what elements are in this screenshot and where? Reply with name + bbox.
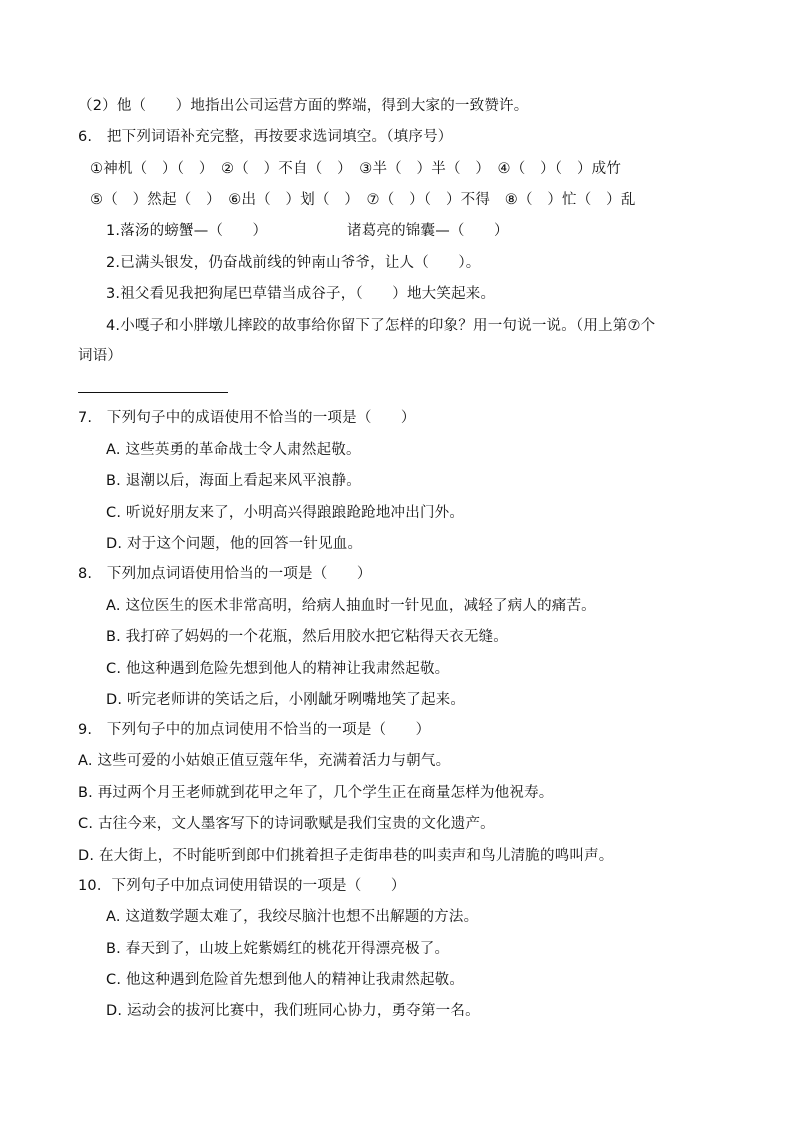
q7-option-a: A. 这些英勇的革命战士令人肃然起敬。: [106, 442, 361, 458]
q6-sub-2: 2.已满头银发，仍奋战前线的钟南山爷爷，让人（ ）。: [106, 255, 481, 271]
q6-sub-3: 3.祖父看见我把狗尾巴草错当成谷子，（ ）地大笑起来。: [106, 286, 496, 302]
q8-option-d: D. 听完老师讲的笑话之后，小刚龇牙咧嘴地笑了起来。: [106, 692, 466, 708]
q7-option-c: C. 听说好朋友来了，小明高兴得踉踉跄跄地冲出门外。: [106, 505, 465, 521]
q9-option-c: C. 古往今来，文人墨客写下的诗词歌赋是我们宝贵的文化遗产。: [78, 816, 495, 832]
q10-option-c: C. 他这种遇到危险首先想到他人的精神让我肃然起敬。: [106, 972, 465, 988]
q10-stem: 10．下列句子中加点词使用错误的一项是（ ）: [78, 878, 406, 894]
q6-sub-1b: 诸葛亮的锦囊—（ ）: [347, 223, 509, 239]
q6-sub-1a: 1.落汤的螃蟹—（ ）: [106, 223, 268, 239]
q9-stem: 9. 下列句子中的加点词使用不恰当的一项是（ ）: [78, 722, 431, 738]
q7-option-b: B. 退潮以后，海面上看起来风平浪静。: [106, 473, 361, 489]
answer-blank-line: [78, 392, 228, 393]
q7-stem: 7. 下列句子中的成语使用不恰当的一项是（ ）: [78, 410, 416, 426]
q6-sub-4-line-1: 4.小嘎子和小胖墩儿摔跤的故事给你留下了怎样的印象？用一句说一说。（用上第⑦个: [106, 318, 656, 334]
q9-option-d: D. 在大街上，不时能听到郎中们挑着担子走街串巷的叫卖声和鸟儿清脆的鸣叫声。: [78, 848, 614, 864]
q8-option-c: C. 他这种遇到危险先想到他人的精神让我肃然起敬。: [106, 661, 450, 677]
q8-stem: 8. 下列加点词语使用恰当的一项是（ ）: [78, 566, 372, 582]
q9-option-a: A. 这些可爱的小姑娘正值豆蔻年华，充满着活力与朝气。: [78, 753, 451, 769]
q6-words-row-1: ①神机（ ）（ ） ②（ ）不自（ ） ③半（ ）半（ ） ④（ ）（ ）成竹: [90, 161, 622, 177]
q8-option-a: A. 这位医生的医术非常高明，给病人抽血时一针见血，减轻了病人的痛苦。: [106, 598, 596, 614]
q6-sub-4-line-2: 词语）: [78, 348, 123, 364]
q10-option-d: D. 运动会的拔河比赛中，我们班同心协力，勇夺第一名。: [106, 1003, 480, 1019]
q7-option-d: D. 对于这个问题，他的回答一针见血。: [106, 536, 363, 552]
q9-option-b: B. 再过两个月王老师就到花甲之年了，几个学生正在商量怎样为他祝寿。: [78, 785, 554, 801]
q10-option-a: A. 这道数学题太难了，我绞尽脑汁也想不出解题的方法。: [106, 909, 479, 925]
q6-words-row-2: ⑤（ ）然起（ ） ⑥出（ ）划（ ） ⑦（ ）（ ）不得 ⑧（ ）忙（ ）乱: [90, 192, 636, 208]
q5-item-2: （2）他（ ）地指出公司运营方面的弊端，得到大家的一致赞许。: [78, 98, 529, 114]
q6-stem: 6. 把下列词语补充完整，再按要求选词填空。（填序号）: [78, 129, 453, 145]
q10-option-b: B. 春天到了，山坡上姹紫嫣红的桃花开得漂亮极了。: [106, 941, 450, 957]
q8-option-b: B. 我打碎了妈妈的一个花瓶，然后用胶水把它粘得天衣无缝。: [106, 629, 508, 645]
